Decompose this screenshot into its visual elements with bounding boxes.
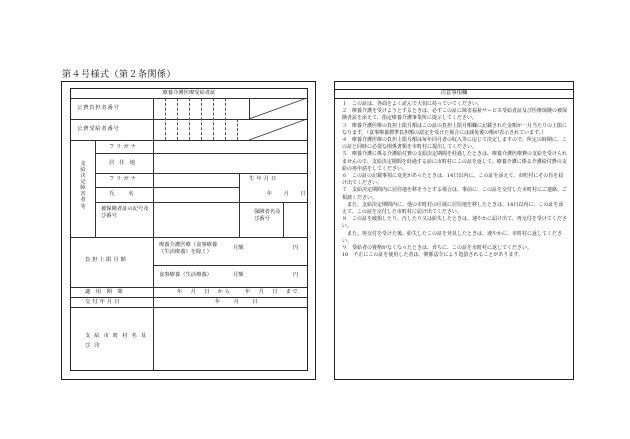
- name-label: 氏名: [109, 191, 148, 197]
- note-item: ６ この証の記載事項に変更があったときは、14日以内に、この証を添えて、市町村にその旨を届け出てください。: [342, 173, 564, 187]
- note-item: また、支給決定期間内に、他の市町村の区域に居住地を移したときは、14日以内に、この証を添えて、この証を交付した市町村に届け出てください。: [342, 201, 564, 216]
- form-number: 第４号様式（第２条関係）: [62, 70, 177, 80]
- notes-panel: [334, 81, 574, 380]
- issue-value: 年 月 日: [215, 299, 262, 305]
- municipality-label: 支給市町村名及び印: [85, 333, 151, 349]
- note-item: ９ 受給者の資格がなくなったときは、直ちに、この証を市町村に返してください。: [342, 245, 533, 252]
- yen-1: 円: [293, 245, 299, 251]
- furigana-label-1: フリガナ: [109, 144, 138, 150]
- furigana-label-2: フリガナ: [109, 176, 138, 182]
- monthly-label-2: 月額: [233, 272, 244, 278]
- yen-2: 円: [293, 272, 299, 278]
- dob-value: 年 月 日: [267, 191, 309, 197]
- insured-symbol-label: 被保険者証の記号及び番号: [101, 206, 149, 219]
- recipient-number-label: 公費受給者番号: [77, 126, 120, 132]
- validity-label: 適用期間: [85, 289, 129, 295]
- dob-label: 生年月日: [249, 176, 279, 182]
- note-item: また、再交付を受けた後、紛失したこの証を発見したときは、速やかに、市町村に返してください。: [342, 230, 563, 244]
- certificate-title: 療養介護医療受給者証: [162, 90, 216, 96]
- note-item: ７ 支給決定期間内に居住地を移そうとする場合は、事前に、この証を交付した市町村にご連絡、ご相談ください。: [342, 187, 568, 201]
- note-item: ４ 療養介護医療の負担上限月額は毎年同月者の収入等に応じて決定しますので、所定の時期に、この証と同時に必要な関係書類を市町村に提出してください。: [342, 137, 567, 151]
- note-item: 10 不正にこの証を使用した者は、関係法令により処罰されることがあります。: [342, 252, 523, 259]
- insurer-number-label: 保険者名及び番号: [254, 209, 281, 222]
- limit-label: 負担上限月額: [85, 257, 128, 263]
- validity-value: 年 月 日 から 年 月 日 まで: [177, 289, 300, 295]
- issue-label: 交付年月日: [85, 299, 122, 305]
- certificate-form: [70, 88, 308, 371]
- notes-title: 注意事項欄: [440, 90, 468, 96]
- diagonal-hatch: [237, 98, 307, 140]
- note-item: ８ この証を破損したり、汚したり又は紛失したときは、速やかに届け出て、再交付を受けてください。: [342, 216, 567, 230]
- section-label: 支給決定障害者等: [80, 161, 86, 210]
- notes-list: [342, 101, 568, 259]
- medical-fee-label: 療養介護医療（食事療養（生活療養）を除く）: [159, 242, 218, 255]
- note-item: ２ 療養介護を受けようとするときは、必ずこの証に障害福祉サービス受給者証及び医療保険の被保険者証を添えて、指定療養介護事業所に提示してください。: [342, 108, 568, 122]
- address-label: 居住地: [109, 160, 140, 166]
- payer-number-label: 公費負担者番号: [77, 105, 120, 111]
- note-item: １ この証は、各面をよく読んで大切に持っていてください。: [342, 101, 483, 107]
- note-item: ５ 療養介護に係る介護給付費の支給決定期間を経過したときは、療養介護医療費の支給を受けられませんので、支給決定期間を経過する前に市町村にこの証を返して、療養介護に係る介護給付費の支給の再申請をしてください。: [342, 151, 568, 172]
- monthly-label-1: 月額: [233, 245, 244, 251]
- note-item: ３ 療養介護医療の負担上限月額はこの証の負担上限月額欄に記載された金額が一月当たりの上限になります。（食事療養標準負担額の認定を受けた場合には減免後の額が表示されています。）: [342, 122, 568, 136]
- certificate-panel: [61, 81, 316, 380]
- meal-fee-label: 食事療養（生活療養）: [159, 272, 212, 278]
